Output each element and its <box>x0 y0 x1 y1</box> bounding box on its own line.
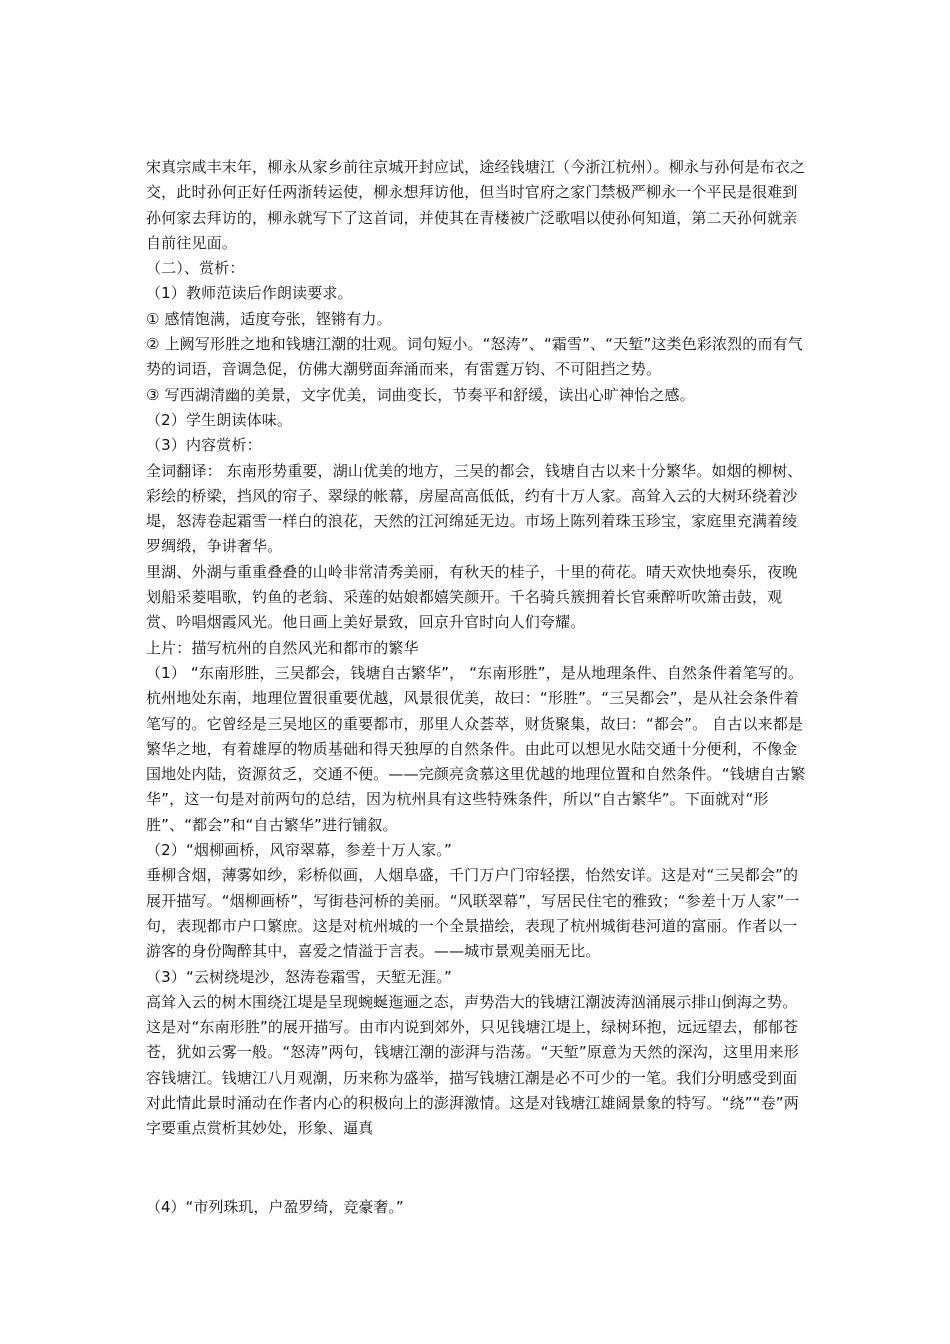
analysis-item-2-body: 垂柳含烟，薄雾如纱，彩桥似画，人烟阜盛，千门万户门帘轻摆，怡然安详。这是对“三吴都会”的展开描写。“烟柳画桥”，写街巷河桥的美丽。“风联翠幕”，写居民住宅的雅致；“参差十万人家”一句，表现都市户口繁庶。这是对杭州城的一个全景描绘，表现了杭州城街巷河道的富丽。作者以一游客的身份陶醉其中，喜爱之情溢于言表。——城市景观美丽无比。 <box>146 866 800 961</box>
analysis-item-3-body: 高耸入云的树木围绕江堤是呈现蜿蜒迤逦之态，声势浩大的钱塘江潮波涛汹涌展示排山倒海之势。这是对“东南形胜”的展开描写。由市内说到郊外，只见钱塘江堤上，绿树环抱，远远望去，郁郁苍苍，犹如云雾一般。“怒涛”两句，钱塘江潮的澎湃与浩荡。“天堑”原意为天然的深沟，这里用来形容钱塘江。钱塘江八月观潮，历来称为盛举，描写钱塘江潮是必不可少的一笔。我们分明感受到面对此情此景时涌动在作者内心的积极向上的澎湃激情。这是对钱塘江雄阔景象的特写。“绕”“卷”两字要重点赏析其妙处，形象、逼真 <box>146 992 799 1138</box>
paragraph-background: 宋真宗咸丰末年，柳永从家乡前往京城开封应试，途经钱塘江（今浙江杭州）。柳永与孙何是布衣之交，此时孙何正好任两浙转运使，柳永想拜访他，但当时官府之家门禁极严柳永一个平民是很难到孙何家去拜访的，柳永就写下了这首词，并使其在青楼被广泛歌唱以使孙何知道，第二天孙何就亲自前往见面。 <box>146 158 806 252</box>
analysis-item-1: （1） “东南形胜，三吴都会，钱塘自古繁华”， “东南形胜”，是从地理条件、自然条件着笔写的。杭州地处东南，地理位置很重要优越，风景很优美，故曰：“形胜”。“三吴都会”，是从社会条件着笔写的。它曾经是三吴地区的重要都市，那里人众荟萃，财货聚集，故曰：“都会”。 自古以来都是繁华之地，有着雄厚的物质基础和得天独厚的自然条件。由此可以想见水陆交通十分便利，不像金国地处内陆，资源贫乏，交通不便。——完颜亮贪慕这里优越的地理位置和自然条件。“钱塘自古繁华”，这一句是对前两句的总结，因为杭州具有这些特殊条件，所以“自古繁华”。下面就对“形胜”、“都会”和“自古繁华”进行铺叙。 <box>146 663 806 834</box>
student-reading: （2）学生朗读体味。 <box>146 410 293 429</box>
translation-paragraph-1: 全词翻译： 东南形势重要，湖山优美的地方，三吴的都会，钱塘自古以来十分繁华。如烟的柳树、彩绘的桥梁，挡风的帘子、翠绿的帐幕，房屋高高低低，约有十万人家。高耸入云的大树环绕着沙堤，怒涛卷起霜雪一样白的浪花，天然的江河绵延无边。市场上陈列着珠玉珍宝，家庭里充满着绫罗绸缎，争讲奢华。 <box>146 461 803 556</box>
reading-point-1: ① 感情饱满，适度夸张，铿锵有力。 <box>146 309 392 328</box>
analysis-item-4-title: （4）“市列珠玑，户盈罗绮，竞豪奢。” <box>146 1198 404 1216</box>
reading-point-3: ③ 写西湖清幽的美景，文字优美，词曲变长，节奏平和舒缓，读出心旷神怡之感。 <box>146 385 695 404</box>
upper-stanza-heading: 上片：描写杭州的自然风光和都市的繁华 <box>146 638 419 657</box>
translation-paragraph-2: 里湖、外湖与重重叠叠的山岭非常清秀美丽，有秋天的桂子，十里的荷花。晴天欢快地奏乐，夜晚划船采菱唱歌，钓鱼的老翁、采莲的姑娘都嬉笑颜开。千名骑兵簇拥着长官乘醉听吹箫击鼓，观赏、吟唱烟霞风光。他日画上美好景致，回京升官时向人们夸耀。 <box>146 562 798 632</box>
analysis-item-3-title: （3）“云树绕堤沙，怒涛卷霜雪，天堑无涯。” <box>146 967 452 986</box>
content-analysis-heading: （3）内容赏析： <box>146 436 262 455</box>
reading-point-2: ② 上阙写形胜之地和钱塘江潮的壮观。词句短小。“怒涛”、“霜雪”、“天堑”这类色彩浓烈的而有气势的词语，音调急促，仿佛大潮劈面奔涌而来，有雷霆万钧、不可阻挡之势。 <box>146 335 803 379</box>
section-heading-appreciation: （二）、赏析： <box>146 259 245 278</box>
reading-requirement: （1）教师范读后作朗读要求。 <box>146 284 353 303</box>
analysis-item-2-title: （2）“烟柳画桥，风帘翠幕，参差十万人家。” <box>146 841 452 860</box>
document-body <box>146 155 811 1142</box>
